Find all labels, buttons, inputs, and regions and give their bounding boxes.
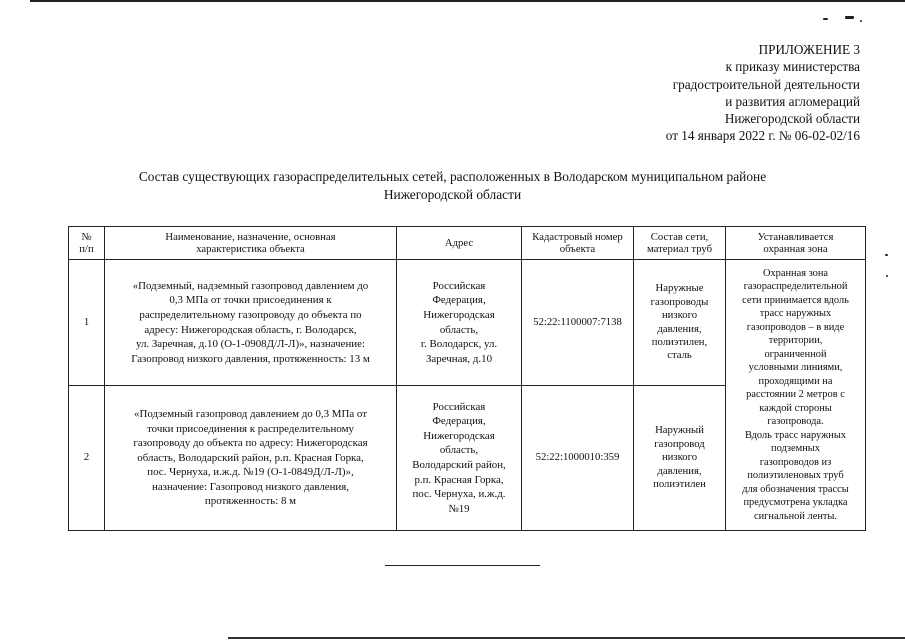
header-composition: Состав сети, материал труб <box>634 227 726 260</box>
appendix-order-date: от 14 января 2022 г. № 06-02-02/16 <box>665 128 860 144</box>
row-name: «Подземный, надземный газопровод давлением до 0,3 МПа от точки присоединения к распределительному газопроводу до объекта по адресу: Нижегородская область, г. Володарск, ул. Заречная, д.10 (О-1-0908Д/Л-Л)», назначение: Газопровод низкого давления, протяженность: 13 м <box>105 260 397 386</box>
scan-speck <box>845 16 854 19</box>
header-name: Наименование, назначение, основная характеристика объекта <box>105 227 397 260</box>
document-title-line: Нижегородской области <box>383 187 522 202</box>
table-header-row <box>69 227 866 260</box>
scan-edge-top <box>30 0 905 2</box>
table-row <box>69 260 866 386</box>
row-num: 2 <box>69 386 105 531</box>
document-title-line: Состав существующих газораспределительных сетей, расположенных в Володарском муниципальном районе <box>138 169 767 184</box>
appendix-line: и развития агломераций <box>725 93 860 109</box>
appendix-title: ПРИЛОЖЕНИЕ 3 <box>758 42 860 57</box>
end-separator-line <box>385 565 540 566</box>
row-name: «Подземный газопровод давлением до 0,3 МПа от точки присоединения к распределительному газопроводу до объекта по адресу: Нижегородская область, Володарский район, р.п. Красная Горка, пос. Чернуха, и.ж.д. №19 (О-1-0849Д/Л-Л)», назначение: Газопровод низкого давления, протяженность: 8 м <box>105 386 397 531</box>
appendix-header <box>440 41 860 145</box>
row-composition: Наружный газопровод низкого давления, полиэтилен <box>634 386 726 531</box>
header-address: Адрес <box>397 227 522 260</box>
row-address: Российская Федерация, Нижегородская область, г. Володарск, ул. Заречная, д.10 <box>397 260 522 386</box>
scan-speck <box>823 18 828 20</box>
scan-speck <box>860 20 862 22</box>
scan-speck <box>886 275 888 277</box>
appendix-line: градостроительной деятельности <box>672 76 860 92</box>
row-num: 1 <box>69 260 105 386</box>
header-zone: Устанавливается охранная зона <box>726 227 866 260</box>
appendix-line: к приказу министерства <box>725 59 860 75</box>
header-cadastral: Кадастровый номер объекта <box>522 227 634 260</box>
scan-speck <box>885 254 888 256</box>
row-cadastral: 52:22:1000010:359 <box>522 386 634 531</box>
scan-edge-bottom <box>228 637 905 639</box>
gas-network-table <box>68 226 866 531</box>
header-num: № п/п <box>69 227 105 260</box>
appendix-line: Нижегородской области <box>724 111 860 127</box>
row-address: Российская Федерация, Нижегородская область, Володарский район, р.п. Красная Горка, пос. Чернуха, и.ж.д. №19 <box>397 386 522 531</box>
document-title <box>40 168 865 204</box>
protection-zone-cell: Охранная зона газораспределительной сети принимается вдоль трасс наружных газопроводов – в виде территории, ограниченной условными линиями, проходящими на расстоянии 2 метров с каждой стороны газопровода. Вдоль трасс наружных подземных газопроводов из полиэтиленовых труб для обозначения трассы предусмотрена укладка сигнальной ленты. <box>726 260 866 531</box>
row-cadastral: 52:22:1100007:7138 <box>522 260 634 386</box>
row-composition: Наружные газопроводы низкого давления, полиэтилен, сталь <box>634 260 726 386</box>
